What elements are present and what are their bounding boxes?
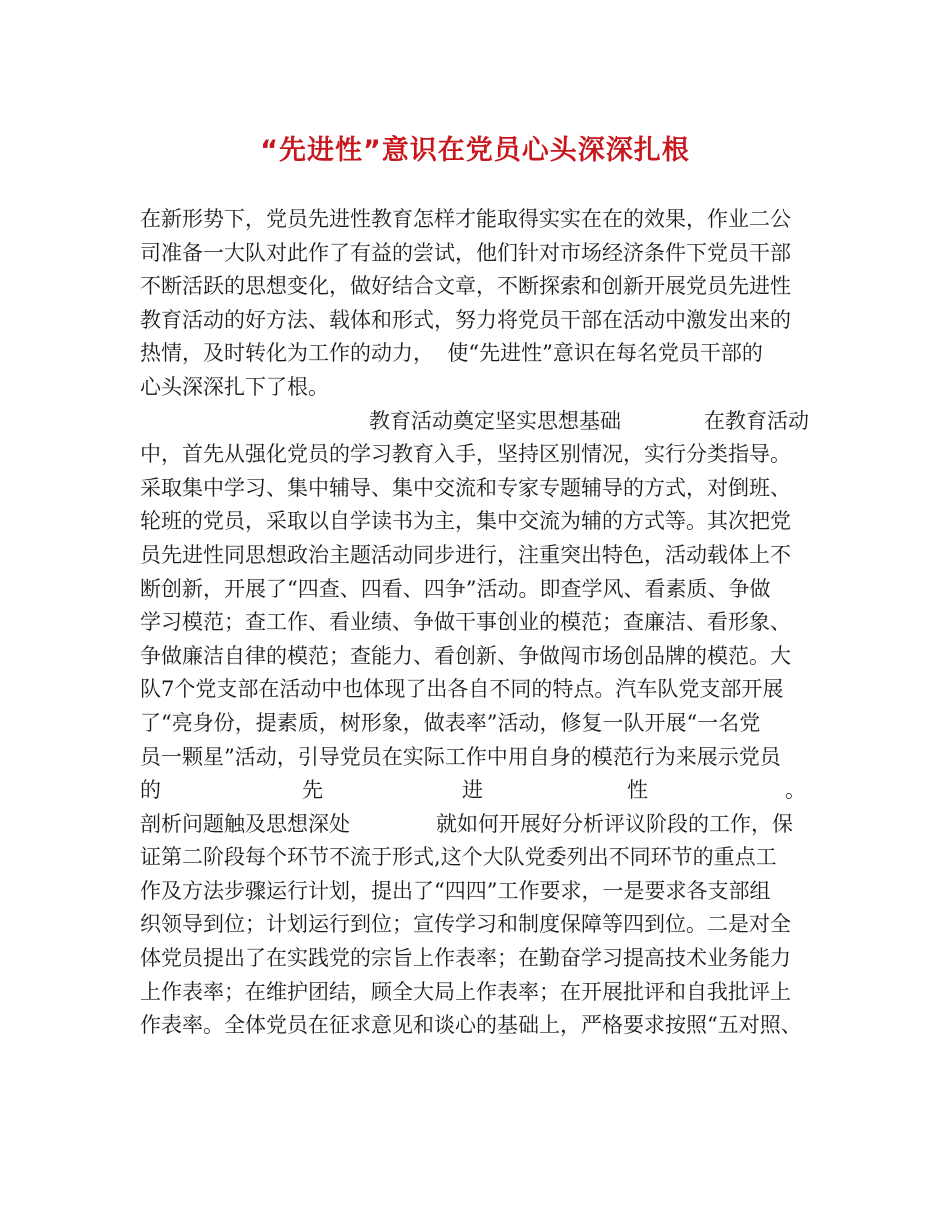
text-line: 织领导到位；计划运行到位；宣传学习和制度保障等四到位。二是对全 bbox=[140, 912, 791, 937]
text-line: 员先进性同思想政治主题活动同步进行，注重突出特色，活动载体上不 bbox=[140, 542, 791, 567]
text-line: 心头深深扎下了根。 bbox=[140, 374, 329, 399]
text-line: 争做廉洁自律的模范；查能力、看创新、争做闯市场创品牌的模范。大 bbox=[140, 643, 791, 668]
text-line: 作及方法步骤运行计划，提出了“四四”工作要求，一是要求各支部组 bbox=[140, 878, 771, 903]
section-heading: 剖析问题触及思想深处 bbox=[140, 811, 350, 836]
spaced-char: 。 bbox=[785, 778, 806, 803]
text-line: 断创新，开展了“四查、四看、四争”活动。即查学风、看素质、争做 bbox=[140, 576, 771, 601]
text-fragment: 在教育活动 bbox=[704, 408, 809, 433]
spaced-char: 进 bbox=[462, 778, 483, 803]
text-line: 体党员提出了在实践党的宗旨上作表率；在勤奋学习提高技术业务能力 bbox=[140, 946, 791, 971]
section-heading: 教育活动奠定坚实思想基础 bbox=[369, 408, 621, 433]
section-heading-line bbox=[140, 405, 812, 439]
document-body bbox=[140, 203, 812, 1043]
text-line: 上作表率；在维护团结，顾全大局上作表率；在开展批评和自我批评上 bbox=[140, 979, 791, 1004]
spaced-char: 先 bbox=[302, 778, 323, 803]
text-line: 了“亮身份，提素质，树形象，做表率”活动，修复一队开展“一名党 bbox=[140, 710, 761, 735]
section-heading-line bbox=[140, 808, 812, 842]
spaced-char: 性 bbox=[627, 778, 648, 803]
text-line: 不断活跃的思想变化，做好结合文章，不断探索和创新开展党员先进性 bbox=[140, 274, 791, 299]
text-line: 证第二阶段每个环节不流于形式,这个大队党委列出不同环节的重点工 bbox=[140, 845, 777, 870]
text-line: 学习模范；查工作、看业绩、争做干事创业的模范；查廉洁、看形象、 bbox=[140, 610, 791, 635]
text-line: 热情，及时转化为工作的动力， 使“先进性”意识在每名党员干部的 bbox=[140, 341, 763, 366]
text-line: 教育活动的好方法、载体和形式，努力将党员干部在活动中激发出来的 bbox=[140, 307, 791, 332]
text-line: 作表率。全体党员在征求意见和谈心的基础上，严格要求按照“五对照、 bbox=[140, 1013, 802, 1038]
text-line: 在新形势下，党员先进性教育怎样才能取得实实在在的效果，作业二公 bbox=[140, 207, 791, 231]
spaced-char: 的 bbox=[140, 778, 161, 803]
text-fragment: 就如何开展好分析评议阶段的工作，保 bbox=[436, 811, 793, 836]
text-line: 采取集中学习、集中辅导、集中交流和专家专题辅导的方式，对倒班、 bbox=[140, 475, 791, 500]
text-line: 员一颗星”活动，引导党员在实际工作中用自身的模范行为来展示党员 bbox=[140, 744, 781, 769]
text-line: 中，首先从强化党员的学习教育入手，坚持区别情况，实行分类指导。 bbox=[140, 442, 791, 467]
text-line: 司准备一大队对此作了有益的尝试，他们针对市场经济条件下党员干部 bbox=[140, 240, 791, 265]
spaced-line bbox=[140, 774, 812, 808]
document-title: “先进性”意识在党员心头深深扎根 bbox=[260, 135, 690, 166]
text-line: 轮班的党员，采取以自学读书为主，集中交流为辅的方式等。其次把党 bbox=[140, 509, 791, 534]
text-line: 队7个党支部在活动中也体现了出各自不同的特点。汽车队党支部开展 bbox=[140, 677, 784, 702]
